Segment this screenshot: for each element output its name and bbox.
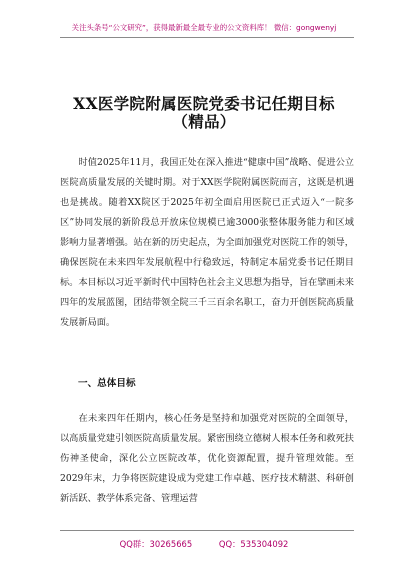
header-divider xyxy=(60,37,354,38)
footer-qq: QQ：535304092 xyxy=(218,539,289,549)
body-paragraph: 在未来四年任期内，核心任务是坚持和加强党对医院的全面领导，以高质量党建引领医院高质量发展。紧密围绕立德树人根本任务和救死扶伤神圣使命，深化公立医院改革，优化资源配置，提升管理效能。至2029年末，力争将医院建设成为党建工作卓越、医疗技术精湛、科研创新活跃、教学体系完备、管理运营 xyxy=(60,413,354,504)
document-title: XX医学院附属医院党委书记任期目标 xyxy=(73,94,335,113)
document-subtitle: （精品） xyxy=(172,112,236,131)
footer-divider xyxy=(60,530,354,531)
header-banner: 关注头条号“公文研究”，获得最新最全最专业的公文资料库！ 微信：gongwenyj xyxy=(71,23,337,32)
footer xyxy=(0,538,408,550)
footer-qq-group: QQ群：30265665 xyxy=(119,539,193,549)
section-heading: 一、总体目标 xyxy=(78,378,136,389)
intro-paragraph: 时值2025年11月，我国正处在深入推进“健康中国”战略、促进公立医院高质量发展的关键时期。对于XX医学院附属医院而言，这既是机遇也是挑战。随着XX院区于2025年初全面启用医院已正式迈入“一院多区”协同发展的新阶段总开放床位规模已逾3000张整体服务能力和区域影响力显著增强。站在新的历史起点，为全面加强党对医院工作的领导，确保医院在未来四年发展航程中行稳致远，特制定本届党委书记任期目标。本目标以习近平新时代中国特色社会主义思想为指导，旨在擘画未来四年的发展蓝图，团结带领全院三千三百余名职工，奋力开创医院高质量发展新局面。 xyxy=(60,157,354,328)
